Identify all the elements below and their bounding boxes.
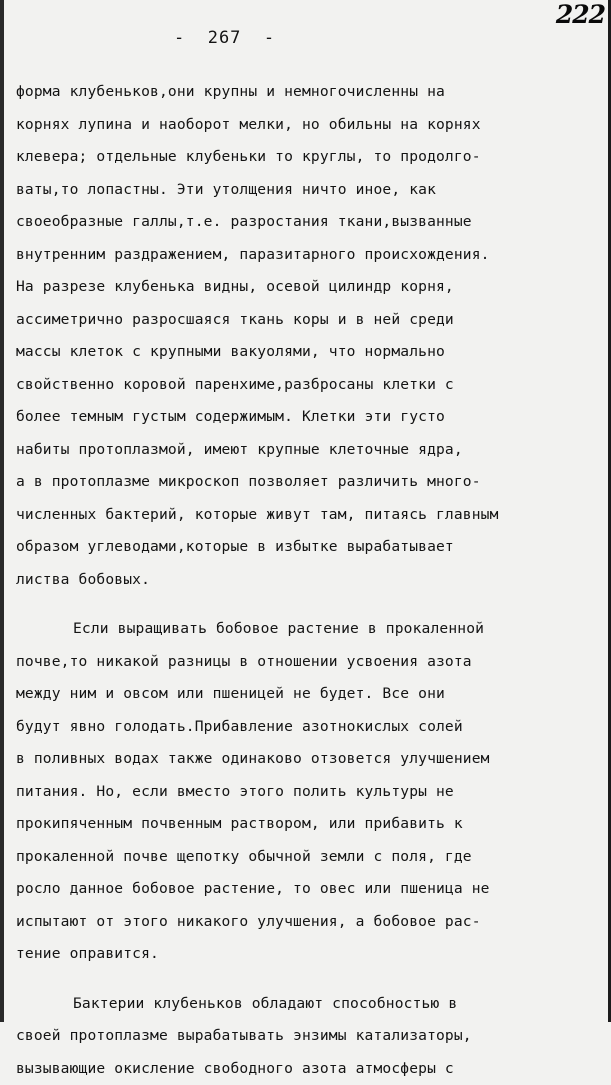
text-line: вызывающие окисление свободного азота атмосферы с — [16, 1053, 606, 1085]
text-line: своей протоплазме вырабатывать энзимы катализаторы, — [16, 1020, 606, 1053]
page-number: - 267 - — [174, 28, 275, 48]
text-line: более темным густым содержимым. Клетки эти густо — [16, 401, 606, 434]
text-line: а в протоплазме микроскоп позволяет различить много- — [16, 466, 606, 499]
text-line: Бактерии клубеньков обладают способностью в — [16, 988, 606, 1021]
paragraph-gap — [16, 596, 606, 613]
text-line: питания. Но, если вместо этого полить культуры не — [16, 776, 606, 809]
text-line: своеобразные галлы,т.е. разростания ткани,вызванные — [16, 206, 606, 239]
text-line: Если выращивать бобовое растение в прокаленной — [16, 613, 606, 646]
text-line: в поливных водах также одинаково отзовется улучшением — [16, 743, 606, 776]
text-line: корнях лупина и наоборот мелки, но обильны на корнях — [16, 109, 606, 142]
text-line: прокаленной почве щепотку обычной земли с поля, где — [16, 841, 606, 874]
text-line: На разрезе клубенька видны, осевой цилиндр корня, — [16, 271, 606, 304]
paragraph-gap — [16, 971, 606, 988]
text-line: испытают от этого никакого улучшения, а бобовое рас- — [16, 906, 606, 939]
text-line: численных бактерий, которые живут там, питаясь главным — [16, 499, 606, 532]
paragraph-2 — [16, 613, 606, 971]
text-line: свойственно коровой паренхиме,разбросаны клетки с — [16, 369, 606, 402]
text-line: внутренним раздражением, паразитарного происхождения. — [16, 239, 606, 272]
text-line: росло данное бобовое растение, то овес или пшеница не — [16, 873, 606, 906]
text-line: клевера; отдельные клубеньки то круглы, то продолго- — [16, 141, 606, 174]
paragraph-3 — [16, 988, 606, 1085]
text-line: набиты протоплазмой, имеют крупные клеточные ядра, — [16, 434, 606, 467]
scan-left-edge — [0, 0, 4, 1022]
text-line: почве,то никакой разницы в отношении усвоения азота — [16, 646, 606, 679]
text-line: между ним и овсом или пшеницей не будет. Все они — [16, 678, 606, 711]
text-line: тение оправится. — [16, 938, 606, 971]
text-line: образом углеводами,которые в избытке вырабатывает — [16, 531, 606, 564]
text-line: ваты,то лопастны. Эти утолщения ничто иное, как — [16, 174, 606, 207]
text-line: будут явно голодать.Прибавление азотнокислых солей — [16, 711, 606, 744]
document-body — [16, 76, 606, 1085]
text-line: форма клубеньков,они крупны и немногочисленны на — [16, 76, 606, 109]
archive-page-number: 222 — [556, 0, 605, 29]
text-line: ассиметрично разросшаяся ткань коры и в ней среди — [16, 304, 606, 337]
text-line: листва бобовых. — [16, 564, 606, 597]
text-line: прокипяченным почвенным раствором, или прибавить к — [16, 808, 606, 841]
text-line: массы клеток с крупными вакуолями, что нормально — [16, 336, 606, 369]
paragraph-1 — [16, 76, 606, 596]
